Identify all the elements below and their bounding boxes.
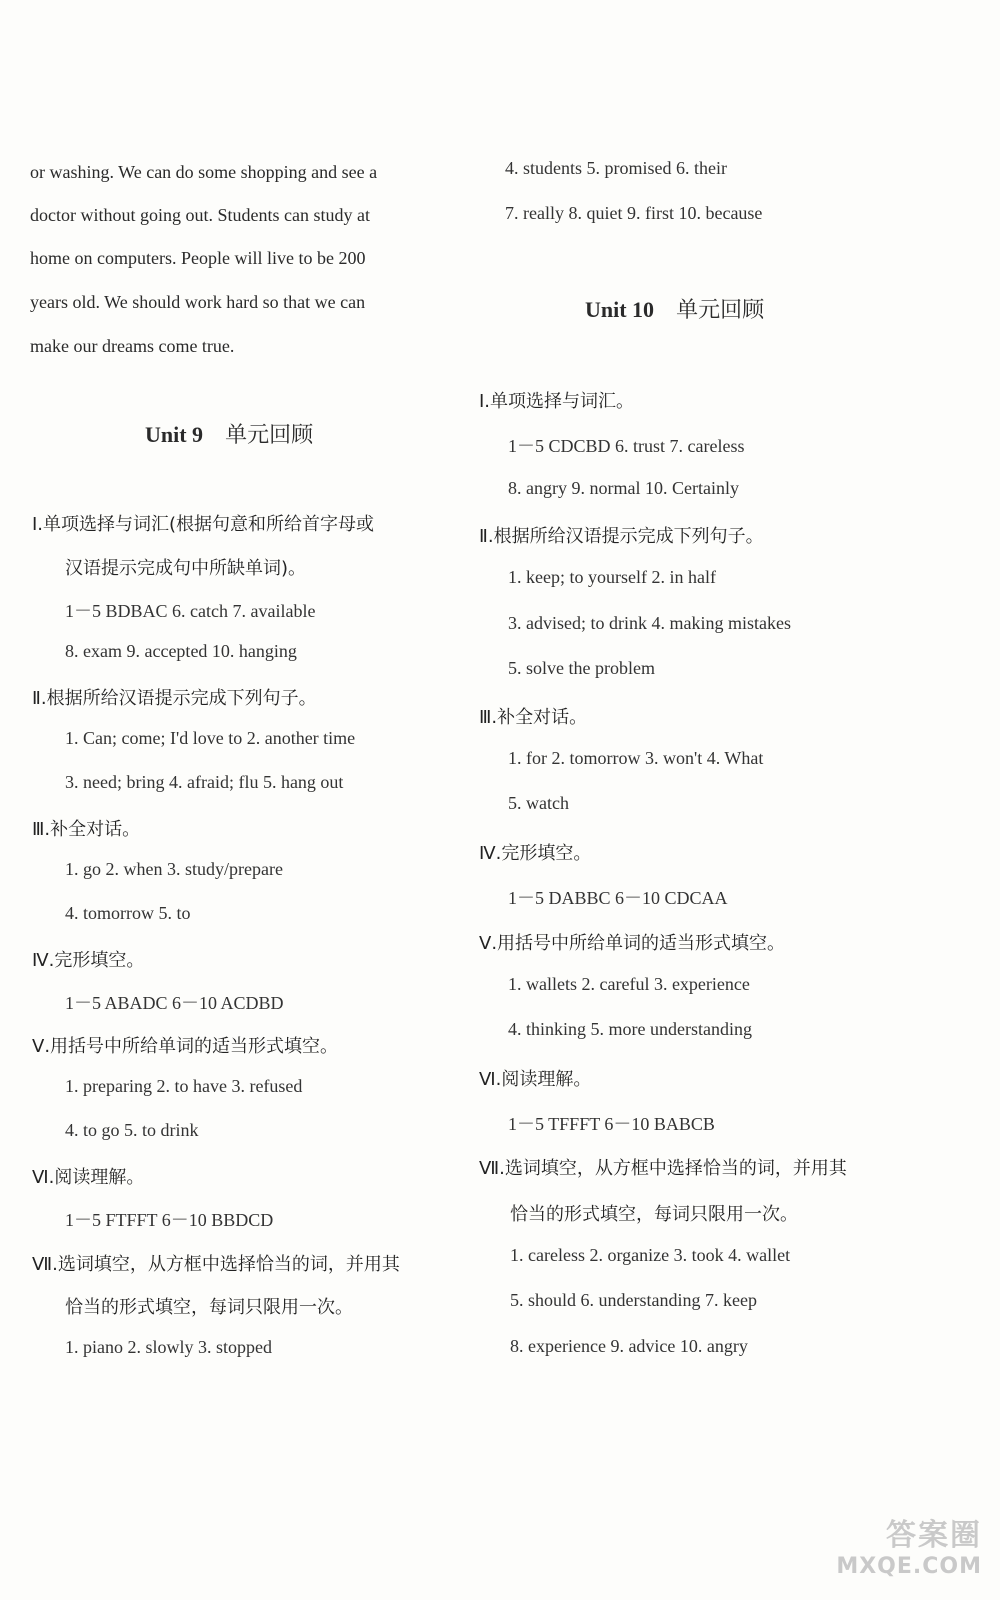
answer-row: 8. experience 9. advice 10. angry	[510, 1336, 748, 1356]
section-heading: Ⅶ.选词填空，从方框中选择恰当的词，并用其	[32, 1254, 400, 1275]
section-heading: Ⅳ.完形填空。	[32, 950, 145, 971]
answer-row: 5. watch	[508, 793, 569, 813]
unit-title-cn: 单元回顾	[225, 423, 314, 448]
answer-row: 7. really 8. quiet 9. first 10. because	[505, 203, 763, 223]
section-heading: Ⅳ.完形填空。	[479, 843, 592, 864]
answer-row: 1－5 FTFFT 6－10 BBDCD	[65, 1210, 274, 1230]
section-heading: Ⅲ.补全对话。	[32, 819, 141, 840]
answer-row: 1. Can; come; I'd love to 2. another time	[65, 728, 356, 748]
answer-row: 5. should 6. understanding 7. keep	[510, 1290, 757, 1310]
answer-row: 1. for 2. tomorrow 3. won't 4. What	[508, 748, 764, 768]
section-heading-cont: 恰当的形式填空，每词只限用一次。	[65, 1297, 353, 1318]
answer-row: 1－5 CDCBD 6. trust 7. careless	[508, 436, 745, 456]
section-heading-cont: 汉语提示完成句中所缺单词)。	[65, 558, 307, 579]
answer-row: 3. advised; to drink 4. making mistakes	[508, 613, 791, 633]
answer-row: 4. students 5. promised 6. their	[505, 158, 727, 178]
section-heading: Ⅶ.选词填空，从方框中选择恰当的词，并用其	[479, 1158, 847, 1179]
section-heading: Ⅲ.补全对话。	[479, 707, 588, 728]
section-heading: Ⅰ.单项选择与词汇(根据句意和所给首字母或	[32, 514, 375, 535]
answer-row: 1. piano 2. slowly 3. stopped	[65, 1337, 272, 1357]
answer-row: 1. go 2. when 3. study/prepare	[65, 859, 283, 879]
section-heading: Ⅴ.用括号中所给单词的适当形式填空。	[32, 1036, 339, 1057]
section-heading: Ⅱ.根据所给汉语提示完成下列句子。	[32, 688, 317, 709]
answer-row: 8. angry 9. normal 10. Certainly	[508, 478, 739, 498]
answer-row: 3. need; bring 4. afraid; flu 5. hang out	[65, 772, 344, 792]
section-heading: Ⅵ.阅读理解。	[32, 1167, 145, 1188]
section-heading: Ⅴ.用括号中所给单词的适当形式填空。	[479, 933, 786, 954]
unit-title-cn: 单元回顾	[676, 298, 765, 323]
watermark-top: 答案圈	[886, 1518, 982, 1553]
unit-title-en: Unit 10	[585, 297, 655, 322]
intro-line: make our dreams come true.	[30, 336, 235, 356]
watermark-bottom: MXQE.COM	[836, 1554, 982, 1579]
intro-line: years old. We should work hard so that we can	[30, 292, 366, 312]
answer-row: 4. thinking 5. more understanding	[508, 1019, 752, 1039]
section-heading: Ⅵ.阅读理解。	[479, 1069, 592, 1090]
intro-line: or washing. We can do some shopping and see a	[30, 162, 378, 182]
unit-title-en: Unit 9	[145, 422, 204, 447]
answer-row: 1. careless 2. organize 3. took 4. wallet	[510, 1245, 791, 1265]
unit-title	[145, 418, 313, 449]
answer-row: 4. tomorrow 5. to	[65, 903, 191, 923]
intro-line: home on computers. People will live to be 200	[30, 248, 366, 268]
answer-row: 1－5 TFFFT 6－10 BABCB	[508, 1114, 715, 1134]
intro-line: doctor without going out. Students can study at	[30, 205, 370, 225]
answer-row: 1. keep; to yourself 2. in half	[508, 567, 716, 587]
section-heading: Ⅱ.根据所给汉语提示完成下列句子。	[479, 526, 764, 547]
watermark-logo	[822, 1510, 982, 1590]
answer-row: 1－5 ABADC 6－10 ACDBD	[65, 993, 284, 1013]
answer-row: 1. wallets 2. careful 3. experience	[508, 974, 750, 994]
answer-row: 1. preparing 2. to have 3. refused	[65, 1076, 303, 1096]
unit-title	[585, 293, 764, 324]
section-heading: Ⅰ.单项选择与词汇。	[479, 391, 635, 412]
answer-row: 1－5 BDBAC 6. catch 7. available	[65, 601, 316, 621]
answer-row: 5. solve the problem	[508, 658, 655, 678]
answer-row: 1－5 DABBC 6－10 CDCAA	[508, 888, 728, 908]
answer-row: 8. exam 9. accepted 10. hanging	[65, 641, 297, 661]
answer-row: 4. to go 5. to drink	[65, 1120, 199, 1140]
section-heading-cont: 恰当的形式填空，每词只限用一次。	[510, 1204, 798, 1225]
